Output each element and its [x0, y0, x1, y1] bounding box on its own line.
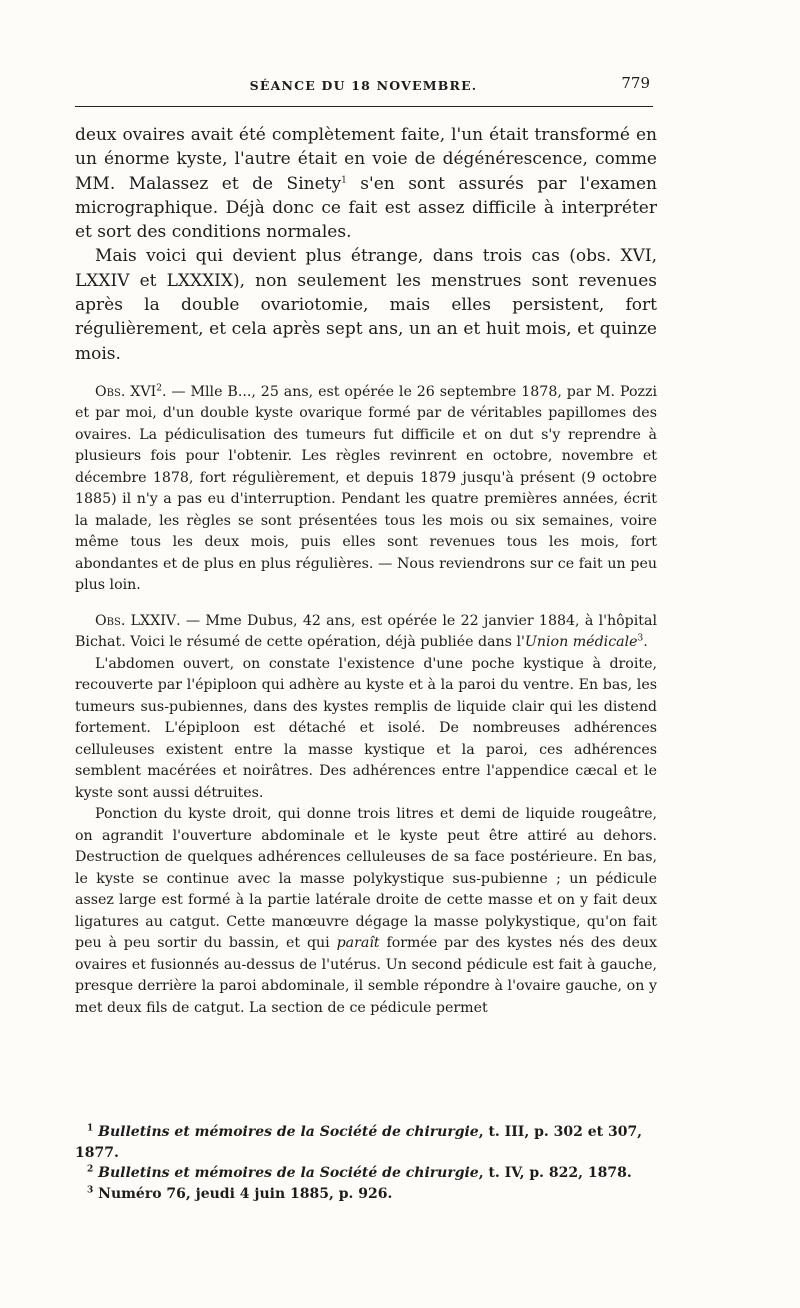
- paragraph-ponction-text-b: formée par des kystes nés des deux ovaires et fusionnés au-dessus de l'utérus. Un second pédicule est fait à gauche, presque derrière la paroi abdominale, il semble répondre à l'ovaire gauche, on y met deux fils de catgut. La section de ce pédicule permet: [75, 935, 657, 1016]
- union-medicale-title: Union médicale: [524, 634, 638, 651]
- paragraph-ovaires: [75, 123, 657, 244]
- paragraph-menstrues: Mais voici qui devient plus étrange, dans trois cas (obs. XVI, LXXIV et LXXXIX), non seulement les menstrues sont revenues après la double ovariotomie, mais elles persistent, fort régulièrement, et cela après sept ans, un an et huit mois, et quinze mois.: [75, 246, 657, 364]
- paragraph-ovaires-rest: s'en sont assurés par l'examen micrographique. Déjà donc ce fait est assez difficile à interpréter et sort des conditions normales.: [75, 173, 657, 243]
- footnote-source: Bulletins et mémoires de la Société de chirurgie: [98, 1165, 479, 1181]
- footnote-details: , t. IV, p. 822, 1878.: [478, 1165, 632, 1181]
- footnote-ref-2: 2: [156, 383, 162, 394]
- page-header: [75, 74, 652, 100]
- footnote-3: [75, 1184, 657, 1205]
- footnote-source: Bulletins et mémoires de la Société de chirurgie: [98, 1124, 479, 1140]
- header-rule: [75, 106, 653, 107]
- footnote-1: [75, 1122, 657, 1163]
- paragraph-ponction-italic: paraît: [336, 935, 380, 952]
- footnote-mark: 2: [87, 1164, 94, 1175]
- observation-lxxiv: [75, 611, 657, 654]
- footnote-ref-3: 3: [637, 633, 644, 644]
- footnote-ref-1: 1: [341, 174, 347, 185]
- footnote-2: [75, 1163, 657, 1184]
- paragraph-ponction: [75, 804, 657, 1019]
- footnote-mark: 1: [87, 1123, 94, 1134]
- footnote-mark: 3: [87, 1184, 94, 1195]
- main-text: [75, 123, 657, 1019]
- footnote-details: , t. III, p. 302 et 307, 1877.: [75, 1124, 643, 1161]
- paragraph-ponction-text-a: Ponction du kyste droit, qui donne trois litres et demi de liquide rougeâtre, on agrandit l'ouverture abdominale et le kyste peut être attiré au dehors. Destruction de quelques adhérences celluleuses de sa face postérieure. En bas, le kyste se continue avec la masse polykystique sus-pubienne ; un pédicule assez large est formé à la partie latérale droite de cette masse et on y fait deux ligatures au catgut. Cette manœuvre dégage la masse polykystique, qu'on fait peu à peu sortir du bassin, et qui: [75, 806, 657, 952]
- running-head: SÉANCE DU 18 NOVEMBRE.: [249, 78, 478, 93]
- page-number: 779: [621, 74, 650, 92]
- observation-lxxiv-end: .: [643, 634, 648, 651]
- observation-xvi: [75, 382, 657, 597]
- observation-lxxiv-label: Obs. LXXIV: [95, 612, 177, 629]
- footnote-details: Numéro 76, jeudi 4 juin 1885, p. 926.: [98, 1185, 393, 1202]
- paragraph-abdomen: L'abdomen ouvert, on constate l'existence d'une poche kystique à droite, recouverte par l'épiploon qui adhère au kyste et à la paroi du ventre. En bas, les tumeurs sus-pubiennes, dans des kystes remplis de liquide clair qui les distend fortement. L'épiploon est détaché et isolé. De nombreuses adhérences celluleuses existent entre la masse kystique et la paroi, ces adhérences semblent macérées et noirâtres. Des adhérences entre l'appendice cæcal et le kyste sont aussi détruites.: [75, 655, 657, 801]
- footnotes: [75, 1122, 657, 1204]
- observation-xvi-label: Obs. XVI: [95, 383, 157, 400]
- observation-xvi-text: . — Mlle B..., 25 ans, est opérée le 26 septembre 1878, par M. Pozzi et par moi, d'un double kyste ovarique formé par de véritables papillomes des ovaires. La pédiculisation des tumeurs fut difficile et on dut s'y reprendre à plusieurs fois pour l'obtenir. Les règles revinrent en octobre, novembre et décembre 1878, fort régulièrement, et depuis 1879 jusqu'à présent (9 octobre 1885) il n'y a pas eu d'interruption. Pendant les quatre premières années, écrit la malade, les règles se sont présentées tous les mois ou six semaines, voire même tous les deux mois, puis elles sont revenues tous les mois, fort abondantes et de plus en plus régulières. — Nous reviendrons sur ce fait un peu plus loin.: [75, 383, 657, 594]
- paragraph-ovaires-text: deux ovaires avait été complètement faite, l'un était transformé en un énorme kyste, l'autre était en voie de dégénérescence, comme MM. Malassez et de Sinety: [75, 125, 657, 194]
- observation-lxxiv-text: . — Mme Dubus, 42 ans, est opérée le 22 janvier 1884, à l'hôpital Bichat. Voici le résumé de cette opération, déjà publiée dans l': [75, 612, 658, 651]
